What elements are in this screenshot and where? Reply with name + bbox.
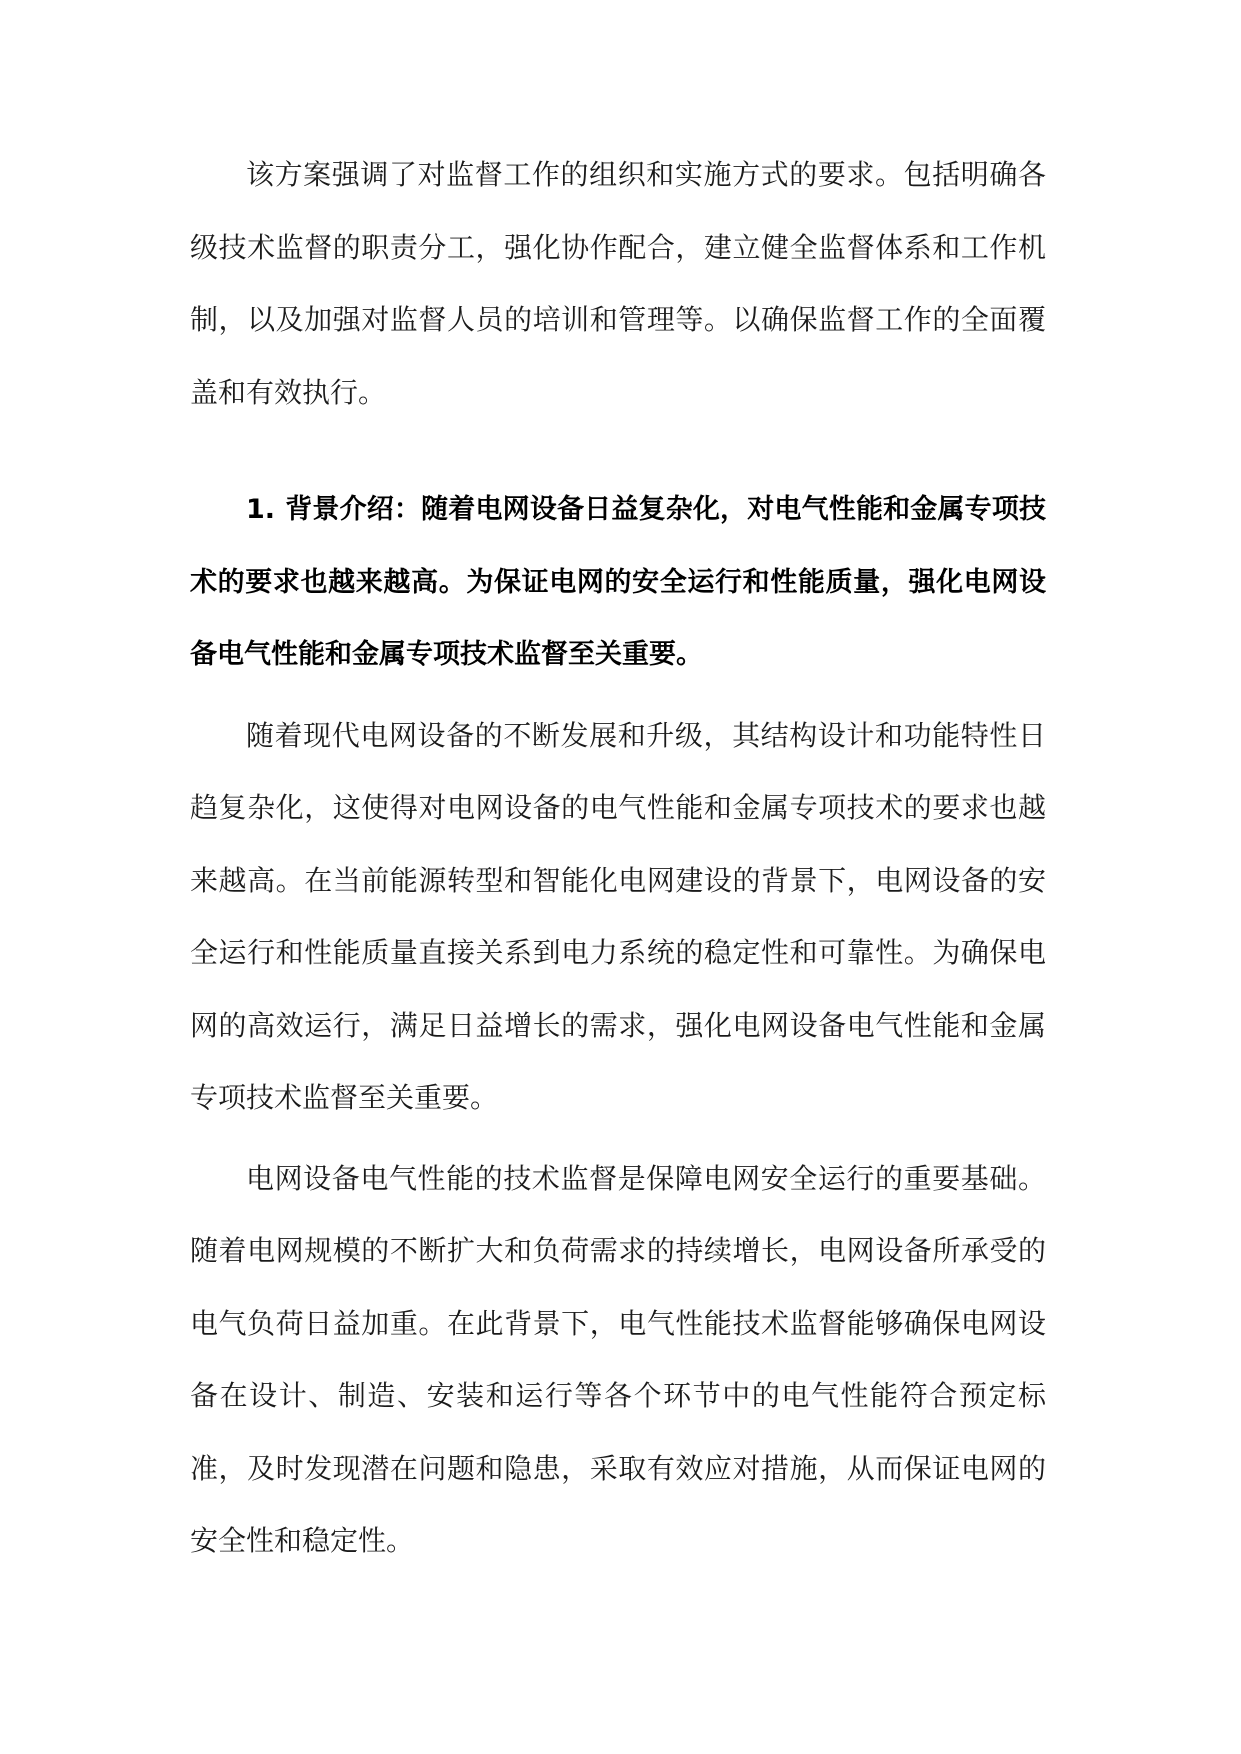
section-heading-text: 背景介绍：随着电网设备日益复杂化，对电气性能和金属专项技术的要求也越来越高。为保证电网的安全运行和性能质量，强化电网设备电气性能和金属专项技术监督至关重要。 [190,494,1046,670]
intro-paragraph: 该方案强调了对监督工作的组织和实施方式的要求。包括明确各级技术监督的职责分工，强化协作配合，建立健全监督体系和工作机制，以及加强对监督人员的培训和管理等。以确保监督工作的全面覆盖和有效执行。 [190,158,1046,409]
body-paragraph-2: 电网设备电气性能的技术监督是保障电网安全运行的重要基础。随着电网规模的不断扩大和负荷需求的持续增长，电网设备所承受的电气负荷日益加重。在此背景下，电气性能技术监督能够确保电网设备在设计、制造、安装和运行等各个环节中的电气性能符合预定标准，及时发现潜在问题和隐患，采取有效应对措施，从而保证电网的安全性和稳定性。 [190,1161,1046,1557]
document-body [190,139,1046,1578]
section-heading [190,474,1046,692]
body-paragraph-1: 随着现代电网设备的不断发展和升级，其结构设计和功能特性日趋复杂化，这使得对电网设备的电气性能和金属专项技术的要求也越来越高。在当前能源转型和智能化电网建设的背景下，电网设备的安全运行和性能质量直接关系到电力系统的稳定性和可靠性。为确保电网的高效运行，满足日益增长的需求，强化电网设备电气性能和金属专项技术监督至关重要。 [190,718,1046,1114]
section-number: 1. [246,494,276,525]
